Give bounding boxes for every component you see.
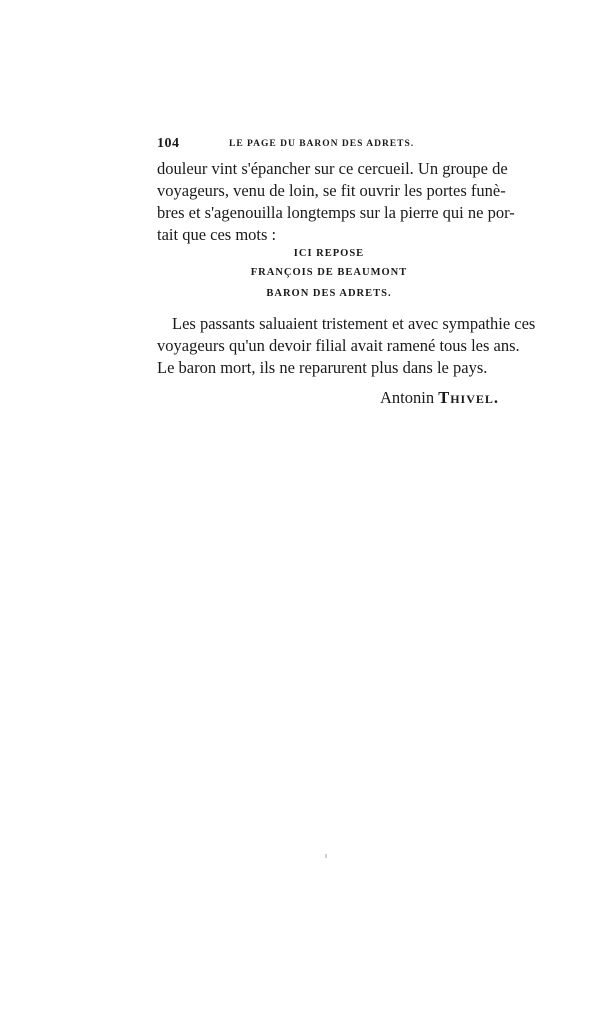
page-header <box>157 136 501 152</box>
author-last-name: Thivel. <box>438 388 500 407</box>
author-signature <box>380 388 499 408</box>
text-line: voyageurs, venu de loin, se fit ouvrir les portes funè- <box>157 181 506 200</box>
epitaph-line: FRANÇOIS DE BEAUMONT <box>250 267 408 278</box>
page-number: 104 <box>157 136 180 151</box>
text-line: tait que ces mots : <box>157 225 277 244</box>
paper-speck <box>325 854 327 858</box>
running-title: LE PAGE DU BARON DES ADRETS. <box>229 139 415 149</box>
epitaph-line: BARON DES ADRETS. <box>266 288 392 299</box>
text-line: Les passants saluaient tristement et avec sympathie ces <box>172 314 536 333</box>
epitaph-line: ICI REPOSE <box>293 248 365 259</box>
text-line: bres et s'agenouilla longtemps sur la pierre qui ne por- <box>157 203 515 222</box>
text-line: Le baron mort, ils ne reparurent plus dans le pays. <box>157 358 488 377</box>
text-line: douleur vint s'épancher sur ce cercueil. Un groupe de <box>157 159 508 178</box>
text-line: voyageurs qu'un devoir filial avait ramené tous les ans. <box>157 336 520 355</box>
author-first-name: Antonin <box>380 388 435 407</box>
